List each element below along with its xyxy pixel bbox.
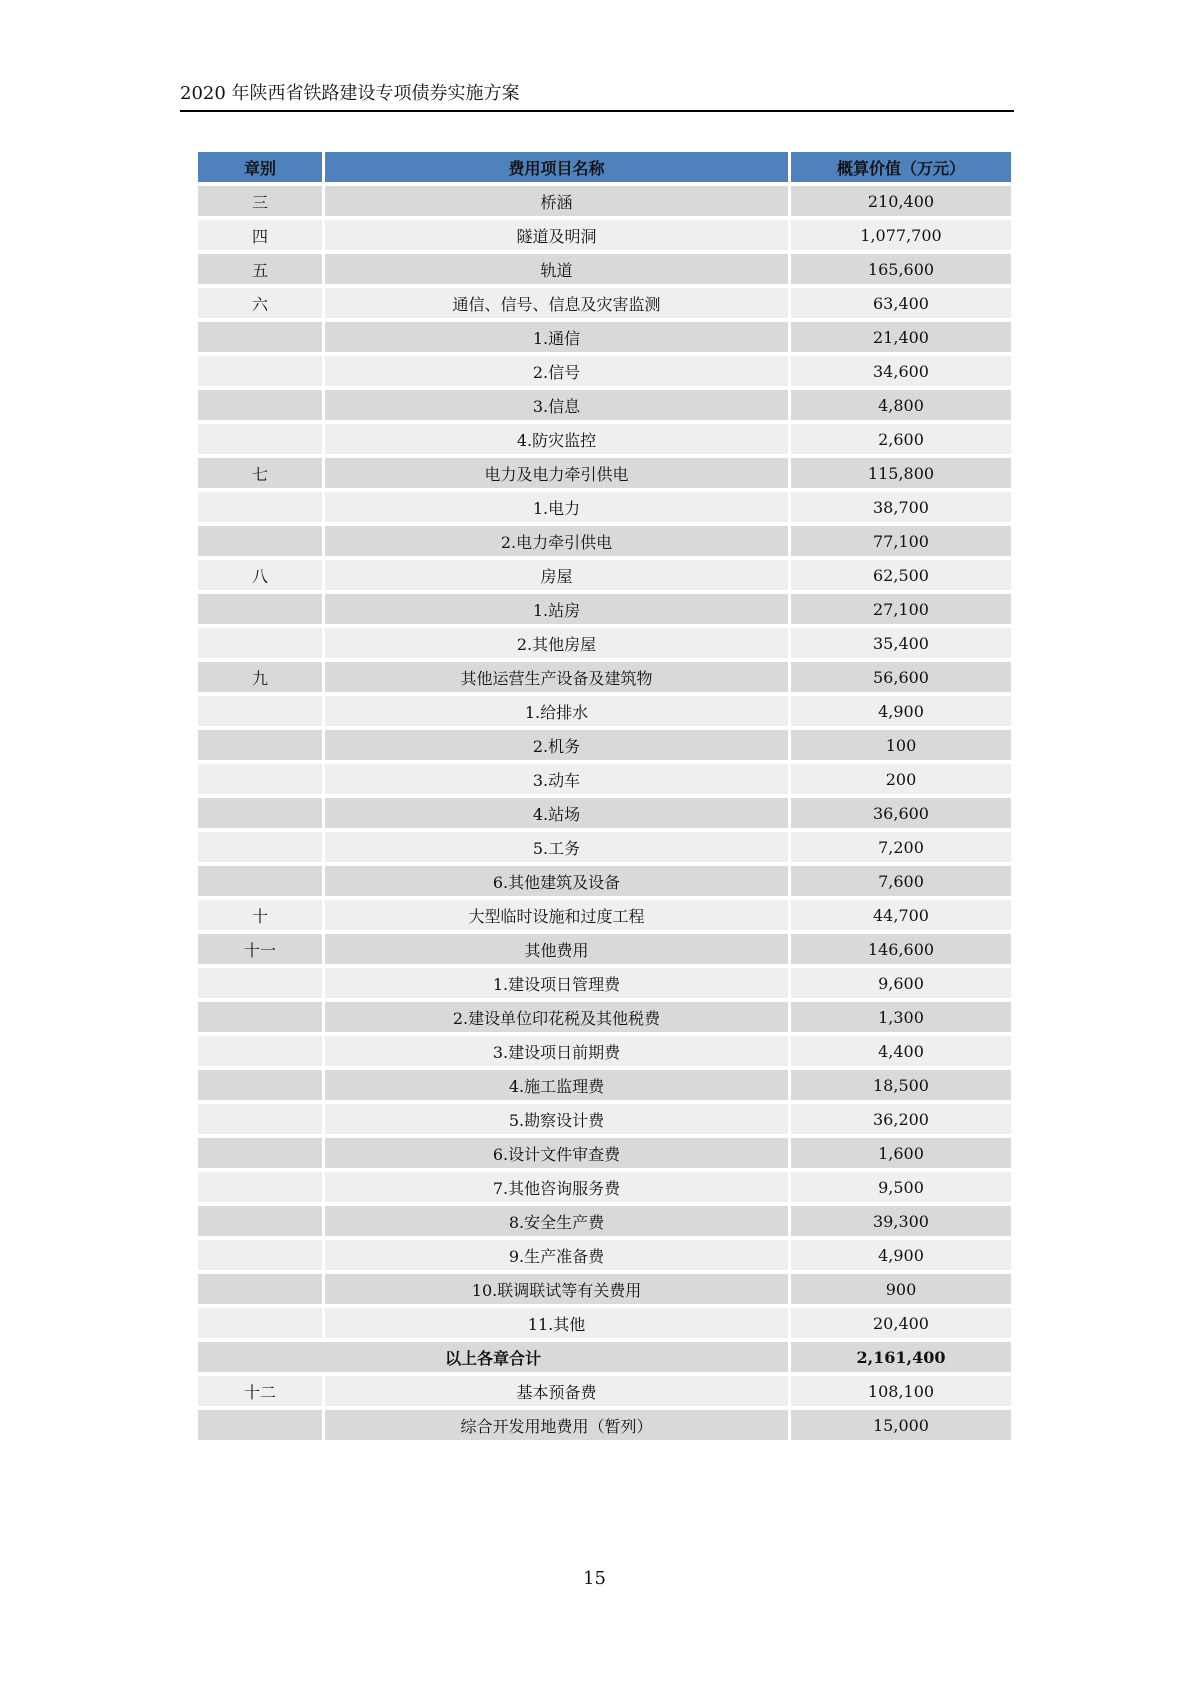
table-row (198, 968, 1011, 998)
value-cell: 9,600 (791, 968, 1011, 998)
table-row (198, 798, 1011, 828)
chapter-cell (198, 968, 322, 998)
value-cell: 4,900 (791, 1240, 1011, 1270)
value-cell: 21,400 (791, 322, 1011, 352)
item-name-cell: 1.通信 (325, 322, 788, 352)
item-name-cell: 1.电力 (325, 492, 788, 522)
table-row (198, 628, 1011, 658)
table-row (198, 594, 1011, 624)
chapter-cell (198, 696, 322, 726)
value-cell: 7,200 (791, 832, 1011, 862)
item-name-cell: 5.工务 (325, 832, 788, 862)
table-row (198, 1410, 1011, 1440)
item-name-cell: 通信、信号、信息及灾害监测 (325, 288, 788, 318)
table-header-row (198, 152, 1011, 182)
chapter-cell (198, 1308, 322, 1338)
total-row (198, 1342, 1011, 1372)
table-row (198, 1002, 1011, 1032)
item-name-cell: 轨道 (325, 254, 788, 284)
chapter-cell (198, 390, 322, 420)
item-name-cell: 1.站房 (325, 594, 788, 624)
item-name-cell: 电力及电力牵引供电 (325, 458, 788, 488)
item-name-cell: 4.防灾监控 (325, 424, 788, 454)
chapter-cell: 七 (198, 458, 322, 488)
value-cell: 35,400 (791, 628, 1011, 658)
value-cell: 115,800 (791, 458, 1011, 488)
table-row (198, 866, 1011, 896)
item-name-cell: 8.安全生产费 (325, 1206, 788, 1236)
chapter-cell (198, 798, 322, 828)
chapter-cell (198, 1070, 322, 1100)
chapter-cell (198, 594, 322, 624)
item-name-cell: 大型临时设施和过度工程 (325, 900, 788, 930)
table-row (198, 322, 1011, 352)
table-row (198, 832, 1011, 862)
chapter-cell (198, 1104, 322, 1134)
value-cell: 9,500 (791, 1172, 1011, 1202)
item-name-cell: 2.其他房屋 (325, 628, 788, 658)
table-row (198, 254, 1011, 284)
table-row (198, 696, 1011, 726)
chapter-cell: 五 (198, 254, 322, 284)
item-name-cell: 3.建设项日前期费 (325, 1036, 788, 1066)
item-name-cell: 房屋 (325, 560, 788, 590)
chapter-cell (198, 1274, 322, 1304)
value-cell: 36,600 (791, 798, 1011, 828)
table-row (198, 1070, 1011, 1100)
value-cell: 20,400 (791, 1308, 1011, 1338)
table-row (198, 764, 1011, 794)
chapter-cell (198, 730, 322, 760)
table-row (198, 1036, 1011, 1066)
value-cell: 77,100 (791, 526, 1011, 556)
chapter-cell (198, 1138, 322, 1168)
chapter-cell: 九 (198, 662, 322, 692)
table-row (198, 458, 1011, 488)
table-row (198, 1206, 1011, 1236)
value-cell: 165,600 (791, 254, 1011, 284)
item-name-cell: 2.信号 (325, 356, 788, 386)
chapter-cell: 十二 (198, 1376, 322, 1406)
value-cell: 44,700 (791, 900, 1011, 930)
table-row (198, 186, 1011, 216)
table-row (198, 1308, 1011, 1338)
chapter-cell (198, 1172, 322, 1202)
chapter-cell: 四 (198, 220, 322, 250)
item-name-cell: 4.站场 (325, 798, 788, 828)
value-cell: 56,600 (791, 662, 1011, 692)
chapter-cell (198, 866, 322, 896)
table-row (198, 424, 1011, 454)
chapter-cell (198, 1240, 322, 1270)
value-cell: 36,200 (791, 1104, 1011, 1134)
item-name-cell: 2.电力牵引供电 (325, 526, 788, 556)
item-name-cell: 2.机务 (325, 730, 788, 760)
value-cell: 4,800 (791, 390, 1011, 420)
value-cell: 900 (791, 1274, 1011, 1304)
item-name-cell: 其他费用 (325, 934, 788, 964)
chapter-cell (198, 1206, 322, 1236)
value-cell: 1,077,700 (791, 220, 1011, 250)
item-name-cell: 3.动车 (325, 764, 788, 794)
item-name-cell: 11.其他 (325, 1308, 788, 1338)
table-row (198, 220, 1011, 250)
value-cell: 15,000 (791, 1410, 1011, 1440)
chapter-cell (198, 1002, 322, 1032)
value-cell: 62,500 (791, 560, 1011, 590)
item-name-cell: 9.生产准备费 (325, 1240, 788, 1270)
value-cell: 2,600 (791, 424, 1011, 454)
item-name-cell: 5.勘察设计费 (325, 1104, 788, 1134)
value-cell: 38,700 (791, 492, 1011, 522)
item-name-cell: 基本预备费 (325, 1376, 788, 1406)
chapter-cell: 八 (198, 560, 322, 590)
total-value: 2,161,400 (791, 1342, 1011, 1372)
item-name-cell: 6.设计文件审查费 (325, 1138, 788, 1168)
value-cell: 108,100 (791, 1376, 1011, 1406)
table-row (198, 1376, 1011, 1406)
table-row (198, 1138, 1011, 1168)
table-row (198, 900, 1011, 930)
chapter-cell: 十 (198, 900, 322, 930)
item-name-cell: 综合开发用地费用（暂列） (325, 1410, 788, 1440)
page-header: 2020 年陕西省铁路建设专项债券实施方案 (180, 82, 1014, 112)
item-name-cell: 6.其他建筑及设备 (325, 866, 788, 896)
chapter-cell (198, 526, 322, 556)
value-cell: 4,900 (791, 696, 1011, 726)
value-cell: 34,600 (791, 356, 1011, 386)
chapter-cell (198, 492, 322, 522)
table-row (198, 662, 1011, 692)
page-number: 15 (583, 1568, 606, 1589)
chapter-cell (198, 1036, 322, 1066)
chapter-cell (198, 832, 322, 862)
value-cell: 39,300 (791, 1206, 1011, 1236)
value-cell: 210,400 (791, 186, 1011, 216)
header-value: 概算价值（万元） (791, 152, 1011, 182)
item-name-cell: 2.建设单位印花税及其他税费 (325, 1002, 788, 1032)
item-name-cell: 其他运营生产设备及建筑物 (325, 662, 788, 692)
table-row (198, 1274, 1011, 1304)
chapter-cell: 十一 (198, 934, 322, 964)
table-row (198, 390, 1011, 420)
item-name-cell: 10.联调联试等有关费用 (325, 1274, 788, 1304)
table-row (198, 356, 1011, 386)
value-cell: 27,100 (791, 594, 1011, 624)
chapter-cell (198, 1410, 322, 1440)
item-name-cell: 4.施工监理费 (325, 1070, 788, 1100)
chapter-cell: 三 (198, 186, 322, 216)
table-row (198, 730, 1011, 760)
item-name-cell: 隧道及明洞 (325, 220, 788, 250)
value-cell: 200 (791, 764, 1011, 794)
table-row (198, 288, 1011, 318)
table-row (198, 560, 1011, 590)
header-item-name: 费用项目名称 (325, 152, 788, 182)
chapter-cell (198, 628, 322, 658)
table-row (198, 1104, 1011, 1134)
value-cell: 146,600 (791, 934, 1011, 964)
value-cell: 18,500 (791, 1070, 1011, 1100)
value-cell: 63,400 (791, 288, 1011, 318)
item-name-cell: 桥涵 (325, 186, 788, 216)
table-row (198, 492, 1011, 522)
chapter-cell: 六 (198, 288, 322, 318)
value-cell: 4,400 (791, 1036, 1011, 1066)
value-cell: 1,600 (791, 1138, 1011, 1168)
header-chapter: 章别 (198, 152, 322, 182)
table-row (198, 1172, 1011, 1202)
value-cell: 100 (791, 730, 1011, 760)
value-cell: 1,300 (791, 1002, 1011, 1032)
item-name-cell: 3.信息 (325, 390, 788, 420)
total-label: 以上各章合计 (198, 1342, 788, 1372)
chapter-cell (198, 322, 322, 352)
table-row (198, 526, 1011, 556)
table-row (198, 934, 1011, 964)
chapter-cell (198, 424, 322, 454)
item-name-cell: 7.其他咨询服务费 (325, 1172, 788, 1202)
cost-table (195, 148, 1014, 1444)
item-name-cell: 1.给排水 (325, 696, 788, 726)
item-name-cell: 1.建设项日管理费 (325, 968, 788, 998)
value-cell: 7,600 (791, 866, 1011, 896)
chapter-cell (198, 764, 322, 794)
table-row (198, 1240, 1011, 1270)
chapter-cell (198, 356, 322, 386)
